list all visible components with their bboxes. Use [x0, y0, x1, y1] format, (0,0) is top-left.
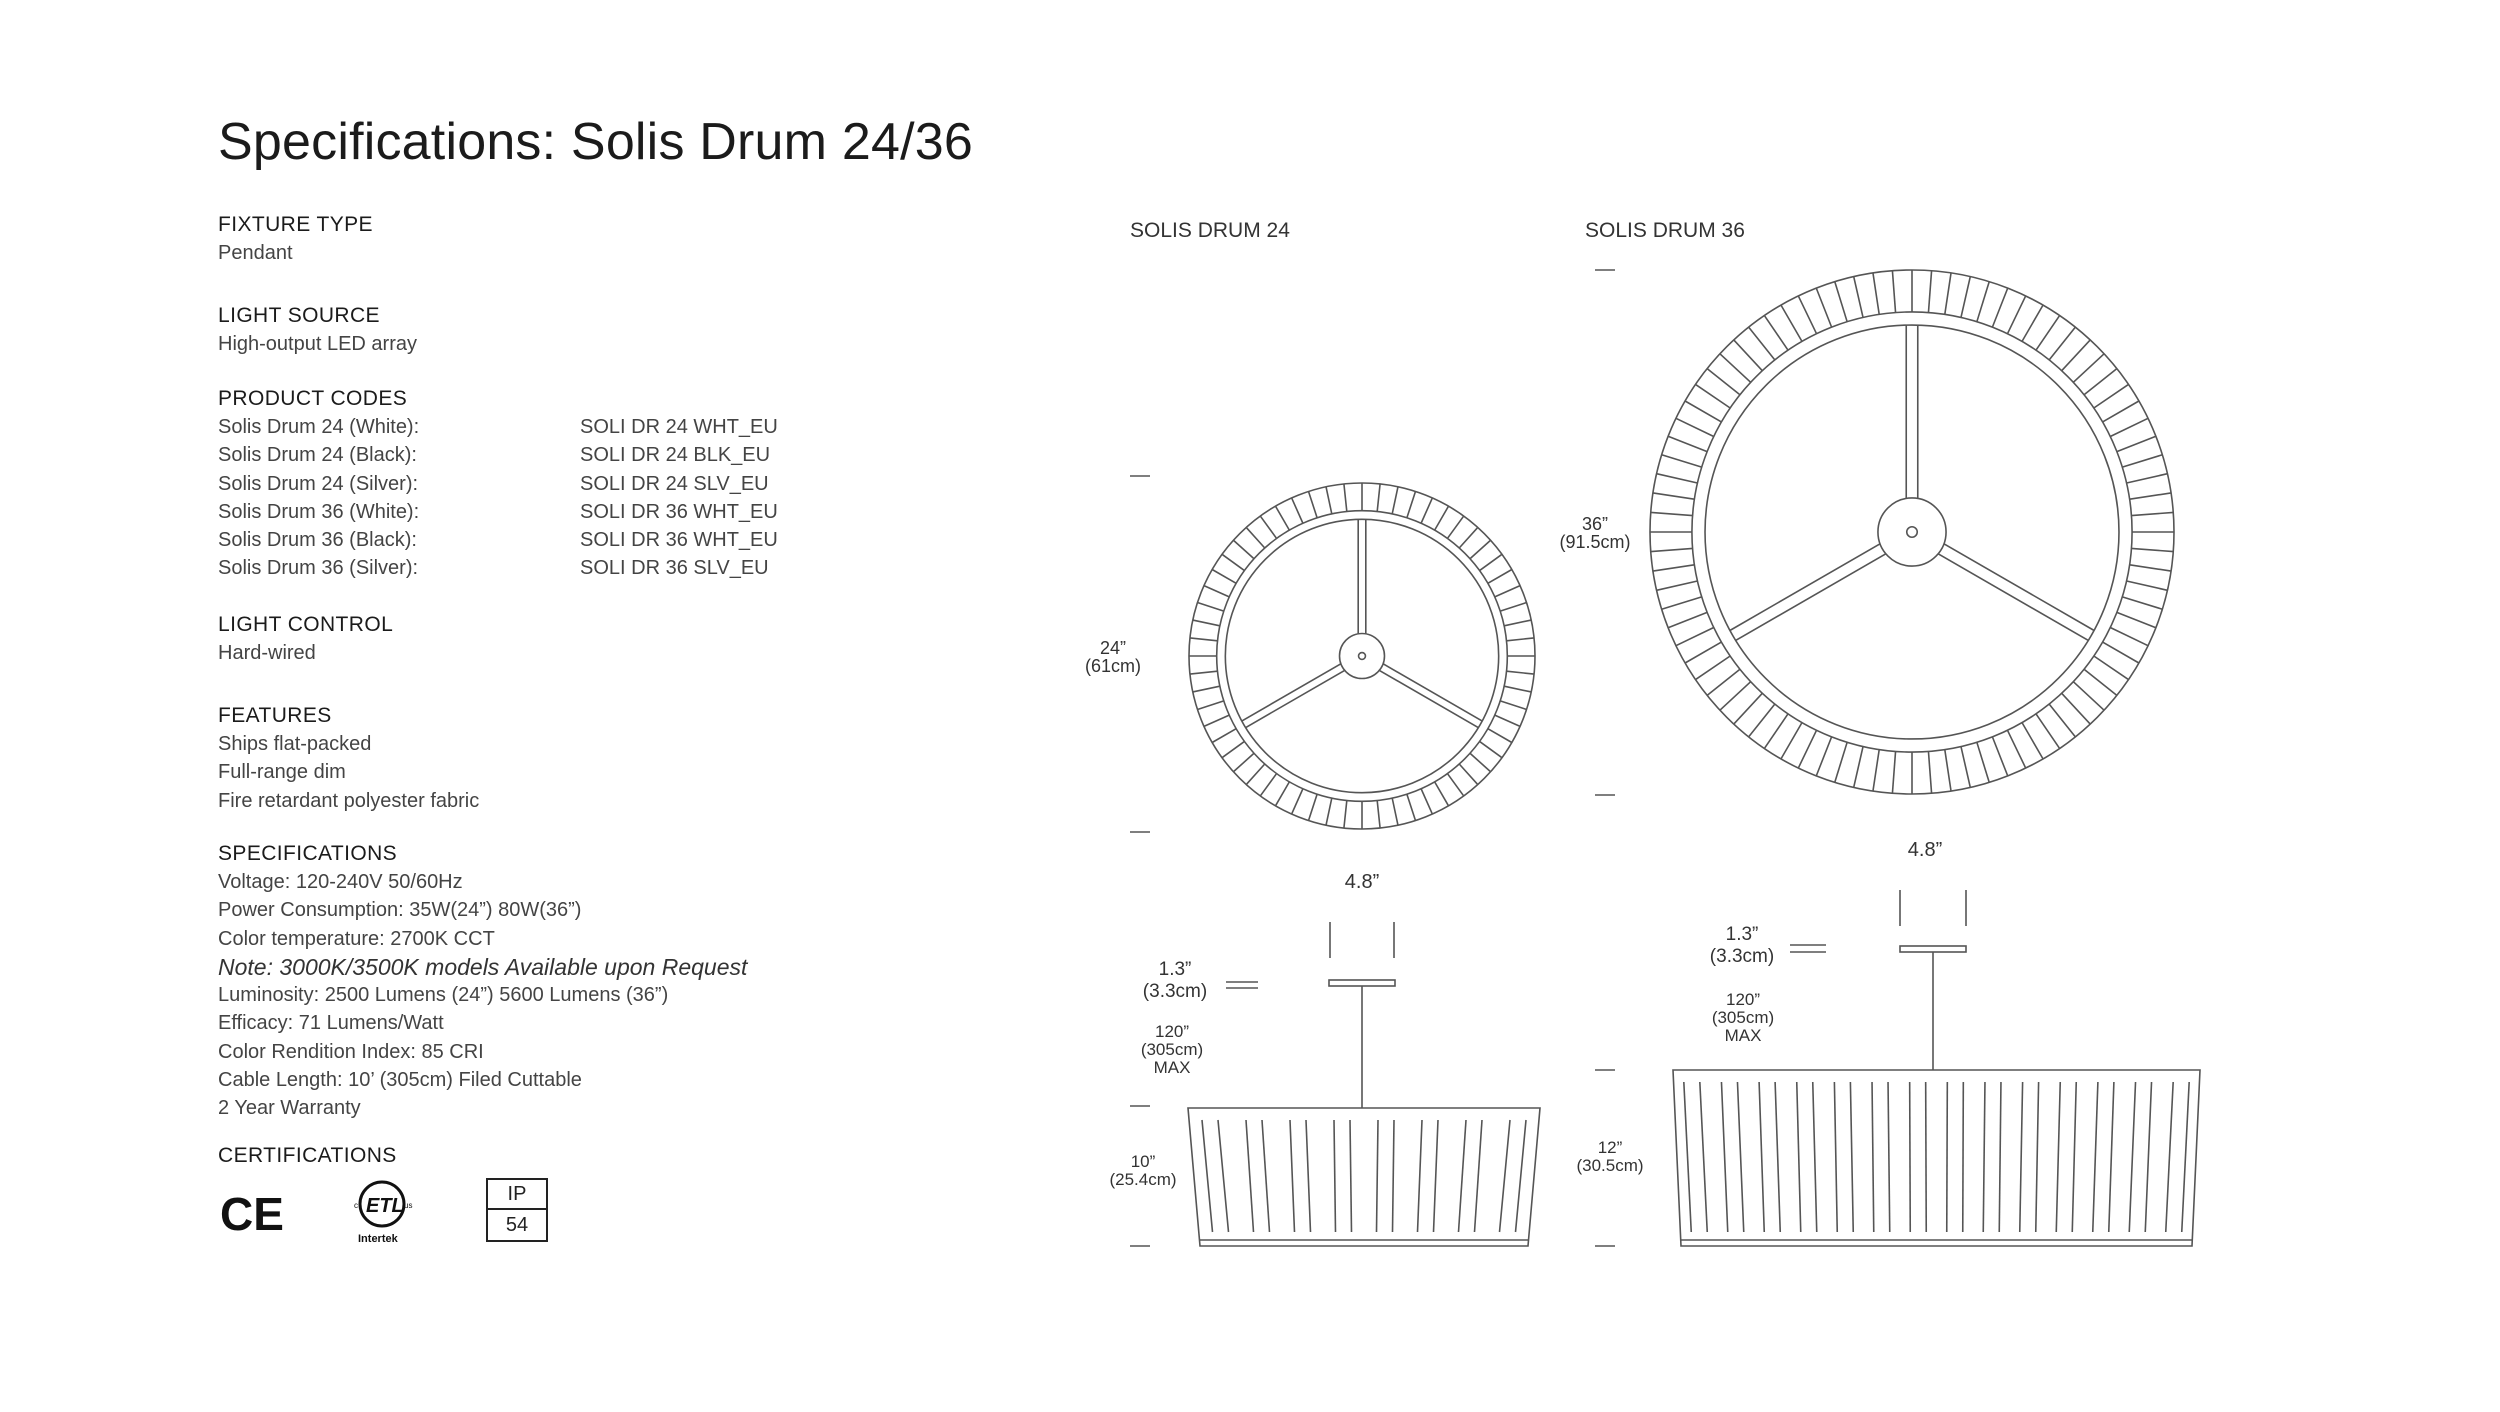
spec-line: Efficacy: 71 Lumens/Watt	[218, 1012, 444, 1035]
drum24-slat-divider	[1309, 491, 1318, 517]
drum36-slat-divider	[1734, 693, 1763, 724]
drum36-slat-divider	[2049, 704, 2075, 737]
drum24-spoke-arm	[1246, 671, 1345, 728]
drum36-spoke-arm	[1944, 544, 2094, 630]
section-heading: LIGHT SOURCE	[218, 304, 380, 327]
drum36-slat-divider	[1720, 682, 1751, 711]
spec-line: Full-range dim	[218, 761, 346, 784]
drum24-slat	[1434, 1120, 1439, 1232]
drum36-slat-divider	[1961, 277, 1970, 318]
drum24-slat-divider	[1222, 741, 1244, 757]
product-code: SOLI DR 36 WHT_EU	[580, 500, 778, 523]
drum24-slat-divider	[1204, 715, 1229, 726]
drum36-slat-divider	[1977, 742, 1989, 782]
drum24-slat-divider	[1480, 554, 1502, 570]
drum24-slat-divider	[1470, 540, 1491, 559]
drum36-slat	[2036, 1082, 2039, 1232]
drum36-slat-divider	[1945, 750, 1951, 791]
drum24-slat-divider	[1500, 603, 1526, 612]
product-code-row	[218, 470, 1118, 498]
svg-text:Intertek: Intertek	[358, 1233, 398, 1245]
drum24-slat	[1459, 1120, 1467, 1232]
drum24-slat-divider	[1435, 506, 1449, 530]
section-heading: FIXTURE TYPE	[218, 213, 373, 236]
drum24-diameter: 24”	[1099, 638, 1127, 658]
product-name: Solis Drum 24 (White):	[218, 416, 420, 438]
drum24-label: SOLIS DRUM 24	[1130, 219, 1290, 242]
spec-line: Voltage: 120-240V 50/60Hz	[218, 871, 463, 893]
product-code-row	[218, 554, 1118, 582]
drum24-slat-divider	[1447, 516, 1463, 538]
drum36-slat-divider	[2131, 512, 2173, 515]
drum36-slat-divider	[1662, 597, 1702, 609]
drum24-slat-divider	[1459, 527, 1478, 548]
ce-mark-icon	[218, 1186, 288, 1246]
drum36-slat-divider	[2117, 436, 2156, 451]
drum36-slat-divider	[2110, 418, 2148, 436]
drum36-slat	[1700, 1082, 1707, 1232]
drum36-slat-divider	[2094, 384, 2129, 408]
drum24-slat-divider	[1377, 484, 1380, 512]
drum24-canopy-height: 1.3”	[1158, 959, 1192, 980]
drum36-slat-divider	[2110, 627, 2148, 645]
drum36-slat-divider	[2131, 548, 2173, 551]
drum36-slat	[1850, 1082, 1853, 1232]
product-code-row	[218, 441, 1118, 469]
drum36-slat-divider	[2073, 354, 2104, 383]
drum36-slat-divider	[2103, 401, 2139, 422]
drum24-slat-divider	[1233, 753, 1254, 772]
drum36-slat	[1834, 1082, 1837, 1232]
drum24-slat-divider	[1495, 586, 1520, 597]
drum36-slat	[2182, 1082, 2189, 1232]
drum24-slat-divider	[1344, 484, 1347, 512]
drum36-slat	[2056, 1082, 2060, 1232]
drum36-slat	[1737, 1082, 1743, 1232]
drum36-slat-divider	[1892, 751, 1895, 793]
drum24-slat	[1516, 1120, 1527, 1232]
svg-text:ETL: ETL	[366, 1195, 404, 1217]
drum36-slat-divider	[2073, 682, 2104, 711]
drum24-slat	[1334, 1120, 1336, 1232]
section-heading: LIGHT CONTROL	[218, 613, 394, 636]
spec-line: High-output LED array	[218, 333, 417, 355]
product-code: SOLI DR 36 WHT_EU	[580, 529, 778, 552]
drum36-slat-divider	[1781, 723, 1802, 759]
section-specifications	[218, 839, 1118, 1123]
drum36-slat	[2072, 1082, 2076, 1232]
drum24-slat-divider	[1212, 570, 1236, 584]
drum36-cable: 120”	[1725, 990, 1761, 1009]
drum36-slat-divider	[1992, 737, 2007, 776]
drum24-slat-divider	[1495, 715, 1520, 726]
drum24-outer-ring	[1189, 483, 1535, 829]
drum36-slat-divider	[1892, 271, 1895, 313]
drum24-cable-max: MAX	[1153, 1058, 1191, 1077]
drum24-frame-ring	[1225, 519, 1498, 792]
drum36-label: SOLIS DRUM 36	[1585, 219, 1745, 242]
drum24-slat-divider	[1459, 764, 1478, 785]
drum36-slat-divider	[1835, 282, 1847, 322]
drum24-slat-divider	[1197, 701, 1223, 710]
drum36-slat-divider	[1662, 455, 1702, 467]
section-light-control	[218, 610, 1118, 667]
drum36-slat-divider	[1873, 273, 1879, 314]
drum24-spoke-arm	[1242, 664, 1341, 721]
svg-text:c: c	[354, 1201, 358, 1210]
product-codes-table	[218, 413, 1118, 583]
drum24-slat-divider	[1326, 487, 1332, 514]
drum36-slat-divider	[1764, 316, 1788, 351]
drum36-slat	[1983, 1082, 1985, 1232]
drum36-slat-divider	[1720, 354, 1751, 383]
drum24-slat-divider	[1233, 540, 1254, 559]
drum24-slat-divider	[1292, 498, 1303, 523]
drum24-canopy-width: 4.8”	[1344, 871, 1380, 893]
product-name: Solis Drum 36 (Black):	[218, 529, 417, 552]
drum24-slat-divider	[1488, 729, 1512, 743]
drum36-slat-divider	[2084, 669, 2117, 695]
drum36-slat	[1797, 1082, 1801, 1232]
drum36-slat-divider	[2103, 642, 2139, 663]
drum36-slat	[1926, 1082, 1927, 1232]
drum36-cable-max: MAX	[1724, 1026, 1762, 1045]
drum24-slat-divider	[1480, 741, 1502, 757]
drum24-slat-divider	[1222, 554, 1244, 570]
drum36-slat-divider	[1685, 401, 1721, 422]
spec-line: Power Consumption: 35W(24”) 80W(36”)	[218, 899, 582, 922]
drum36-slat-divider	[1928, 271, 1931, 313]
drum36-hub	[1878, 498, 1946, 566]
product-code-row	[218, 498, 1118, 526]
etl-intertek-icon	[352, 1174, 422, 1248]
drum24-spoke-arm	[1383, 664, 1482, 721]
product-code-row	[218, 526, 1118, 554]
spec-line: Cable Length: 10’ (305cm) Filed Cuttable	[218, 1069, 582, 1092]
drum24-slat-divider	[1447, 774, 1463, 796]
drum36-slat-divider	[1696, 384, 1731, 408]
drum24-hub-center	[1359, 653, 1366, 660]
drum24-slat	[1202, 1120, 1213, 1232]
drum36-slat	[1813, 1082, 1817, 1232]
drum36-slat-divider	[2127, 581, 2168, 590]
drum24-slat	[1377, 1120, 1379, 1232]
drum36-slat-divider	[1854, 747, 1863, 788]
drum36-slat-divider	[1764, 714, 1788, 749]
drum24-slat-divider	[1392, 487, 1398, 514]
drum24-slat	[1475, 1120, 1483, 1232]
spec-line: Hard-wired	[218, 642, 316, 664]
drum36-slat-divider	[1685, 642, 1721, 663]
svg-text:us: us	[404, 1201, 413, 1210]
drum24-slat-divider	[1193, 620, 1220, 626]
drum36-diameter-cm: (91.5cm)	[1559, 532, 1631, 552]
drum36-slat	[2109, 1082, 2114, 1232]
drum36-slat-divider	[2007, 730, 2025, 768]
drum36-slat-divider	[1835, 742, 1847, 782]
drum36-slat	[1910, 1082, 1911, 1232]
svg-text:CE: CE	[220, 1188, 284, 1240]
product-name: Solis Drum 24 (Black):	[218, 444, 417, 467]
drum36-slat-divider	[2122, 455, 2162, 467]
drum24-diameter-cm: (61cm)	[1084, 656, 1142, 676]
drum36-slat-divider	[1798, 730, 1816, 768]
ip-label: IP	[488, 1180, 546, 1210]
drum36-canopy-height-cm: (3.3cm)	[1709, 946, 1775, 967]
drum36-slat-divider	[1945, 273, 1951, 314]
drum24-slat	[1350, 1120, 1352, 1232]
drum36-slat-divider	[1676, 418, 1714, 436]
spec-line: Pendant	[218, 242, 293, 264]
drum36-slat-divider	[2036, 714, 2060, 749]
drum24-slat	[1306, 1120, 1311, 1232]
drum36-slat-divider	[2117, 612, 2156, 627]
drum36-inner-ring	[1692, 312, 2132, 752]
spec-line: 2 Year Warranty	[218, 1097, 361, 1120]
section-light-source	[218, 301, 1118, 358]
section-fixture-type	[218, 210, 1118, 267]
drum36-canopy	[1900, 946, 1966, 952]
product-code: SOLI DR 24 SLV_EU	[580, 472, 769, 495]
drum24-slat-divider	[1246, 764, 1265, 785]
drum24-slat	[1290, 1120, 1295, 1232]
product-name: Solis Drum 36 (White):	[218, 500, 420, 523]
product-name: Solis Drum 24 (Silver):	[218, 472, 419, 495]
drum24-slat	[1500, 1120, 1511, 1232]
drum24-slat	[1218, 1120, 1229, 1232]
product-code: SOLI DR 36 SLV_EU	[580, 557, 769, 580]
drum36-spoke-arm	[1939, 554, 2089, 640]
drum24-cable: 120”	[1154, 1022, 1190, 1041]
drum36-slat-divider	[1651, 512, 1693, 515]
drum24-slat	[1246, 1120, 1254, 1232]
drum36-slat-divider	[1668, 612, 1707, 627]
section-product-codes	[218, 384, 1118, 583]
drum36-slat-divider	[1961, 747, 1970, 788]
drum36-spoke-arm	[1730, 544, 1880, 630]
product-code-row	[218, 413, 1118, 441]
drum24-slat-divider	[1197, 603, 1223, 612]
drum24-spoke-arm	[1380, 671, 1479, 728]
drum36-slat-divider	[1816, 288, 1831, 327]
drum24-slat-divider	[1500, 701, 1526, 710]
drum24-inner-ring	[1217, 511, 1508, 802]
drum36-slat-divider	[2022, 723, 2043, 759]
drum24-slat-divider	[1435, 782, 1449, 806]
drum36-slat-divider	[2122, 597, 2162, 609]
page-title: Specifications: Solis Drum 24/36	[218, 113, 973, 171]
drum24-slat	[1418, 1120, 1423, 1232]
drum36-slat-divider	[2130, 493, 2171, 499]
certification-icons	[218, 1178, 618, 1248]
drum24-height-cm: (25.4cm)	[1109, 1170, 1177, 1189]
drum36-slat-divider	[2127, 474, 2168, 483]
drum36-slat	[1888, 1082, 1890, 1232]
drum24-canopy	[1329, 980, 1395, 986]
drum36-slat-divider	[1992, 288, 2007, 327]
drum36-canopy-width: 4.8”	[1907, 839, 1943, 861]
section-certifications	[218, 1141, 1118, 1170]
drum36-slat-divider	[1977, 282, 1989, 322]
drum36-slat-divider	[1657, 581, 1698, 590]
drum36-slat-divider	[1734, 340, 1763, 371]
drum36-slat-divider	[1854, 277, 1863, 318]
drum36-spoke-arm	[1736, 554, 1886, 640]
drum24-slat-divider	[1326, 798, 1332, 825]
drum36-frame-ring	[1705, 325, 2119, 739]
drum36-slat	[2093, 1082, 2098, 1232]
drum24-slat	[1393, 1120, 1395, 1232]
drum36-slat-divider	[1749, 327, 1775, 360]
section-heading: CERTIFICATIONS	[218, 1144, 397, 1167]
drum36-slat	[1721, 1082, 1727, 1232]
drum36-slat-divider	[1816, 737, 1831, 776]
drum36-slat	[2020, 1082, 2023, 1232]
drum36-slat-divider	[1657, 474, 1698, 483]
drum36-slat	[1775, 1082, 1780, 1232]
drum24-slat-divider	[1246, 527, 1265, 548]
drum36-slat-divider	[1653, 565, 1694, 571]
section-features	[218, 701, 1118, 815]
drum24-slat-divider	[1193, 686, 1220, 692]
drum24-height: 10”	[1130, 1152, 1156, 1171]
drum36-slat-divider	[1781, 305, 1802, 341]
drum36-slat-divider	[1676, 627, 1714, 645]
drum24-slat-divider	[1344, 801, 1347, 829]
drum24-slat-divider	[1309, 794, 1318, 820]
drum36-canopy-height: 1.3”	[1725, 924, 1759, 945]
drum36-slat-divider	[1707, 669, 1740, 695]
technical-drawings	[1080, 200, 2240, 1280]
drum24-slat-divider	[1190, 671, 1218, 674]
drum36-slat	[1999, 1082, 2001, 1232]
drum36-slat-divider	[2094, 656, 2129, 680]
drum24-slat-divider	[1504, 620, 1531, 626]
drum24-slat-divider	[1392, 798, 1398, 825]
drum36-slat	[2166, 1082, 2173, 1232]
section-heading: PRODUCT CODES	[218, 387, 408, 410]
spec-line: Ships flat-packed	[218, 733, 372, 755]
drum24-shade-outline	[1188, 1108, 1540, 1246]
drum24-slat-divider	[1507, 638, 1535, 641]
drum24-slat-divider	[1507, 671, 1535, 674]
drum36-slat-divider	[2130, 565, 2171, 571]
drum36-slat-divider	[1668, 436, 1707, 451]
section-heading: FEATURES	[218, 704, 332, 727]
drum36-slat-divider	[1928, 751, 1931, 793]
drum36-diameter: 36”	[1581, 514, 1609, 534]
drum36-slat	[1759, 1082, 1764, 1232]
spec-note: Note: 3000K/3500K models Available upon Request	[218, 953, 748, 980]
drum24-slat-divider	[1488, 570, 1512, 584]
drum24-slat-divider	[1260, 774, 1276, 796]
drum36-slat-divider	[2062, 693, 2091, 724]
drum24-slat-divider	[1407, 794, 1416, 820]
drum36-slat-divider	[2049, 327, 2075, 360]
drum36-slat	[1963, 1082, 1964, 1232]
drum36-height: 12”	[1597, 1138, 1623, 1157]
drum36-slat-divider	[2062, 340, 2091, 371]
drum24-cable-cm: (305cm)	[1140, 1040, 1204, 1059]
drum36-slat	[2129, 1082, 2135, 1232]
spec-line: Fire retardant polyester fabric	[218, 789, 480, 812]
spec-line: Color temperature: 2700K CCT	[218, 927, 495, 950]
drum36-slat-divider	[1651, 548, 1693, 551]
product-code: SOLI DR 24 BLK_EU	[580, 444, 771, 467]
drum24-canopy-height-cm: (3.3cm)	[1142, 981, 1208, 1002]
drum24-hub	[1340, 634, 1385, 679]
drum24-slat	[1262, 1120, 1270, 1232]
product-name: Solis Drum 36 (Silver):	[218, 557, 419, 580]
drum24-slat-divider	[1212, 729, 1236, 743]
drum36-slat	[2145, 1082, 2151, 1232]
section-heading: SPECIFICATIONS	[218, 842, 398, 865]
drum24-slat-divider	[1190, 638, 1218, 641]
drum24-slat-divider	[1504, 686, 1531, 692]
ip-rating-icon	[486, 1178, 548, 1242]
drum24-slat-divider	[1292, 789, 1303, 814]
drum36-slat-divider	[1798, 296, 1816, 334]
spec-line: Luminosity: 2500 Lumens (24”) 5600 Lumens (36”)	[218, 984, 669, 1007]
drum36-slat-divider	[1707, 369, 1740, 395]
drum24-slat-divider	[1276, 782, 1290, 806]
drum24-slat-divider	[1377, 801, 1380, 829]
spec-line: Color Rendition Index: 85 CRI	[218, 1040, 484, 1063]
drum36-height-cm: (30.5cm)	[1576, 1156, 1644, 1175]
drum36-slat-divider	[1749, 704, 1775, 737]
drum24-slat-divider	[1276, 506, 1290, 530]
product-code: SOLI DR 24 WHT_EU	[580, 416, 778, 438]
drum24-slat-divider	[1407, 491, 1416, 517]
drum36-cable-cm: (305cm)	[1711, 1008, 1775, 1027]
drum36-shade-outline	[1673, 1070, 2200, 1246]
drum36-outer-ring	[1650, 270, 2174, 794]
drum36-slat-divider	[2036, 316, 2060, 351]
drum24-slat-divider	[1421, 498, 1432, 523]
drawings-canvas	[1080, 200, 2240, 1280]
drum36-slat-divider	[1873, 750, 1879, 791]
drum36-slat	[1684, 1082, 1691, 1232]
drum36-slat	[1947, 1082, 1948, 1232]
drum36-hub-center	[1907, 527, 1917, 537]
drum24-slat-divider	[1204, 586, 1229, 597]
drum24-slat-divider	[1421, 789, 1432, 814]
drum24-slat-divider	[1260, 516, 1276, 538]
drum36-slat-divider	[2084, 369, 2117, 395]
drum36-slat-divider	[2007, 296, 2025, 334]
drum36-slat	[1872, 1082, 1874, 1232]
ip-value: 54	[505, 1214, 529, 1236]
drum36-slat-divider	[2022, 305, 2043, 341]
drum24-slat-divider	[1470, 753, 1491, 772]
drum36-slat-divider	[1696, 656, 1731, 680]
drum36-slat-divider	[1653, 493, 1694, 499]
